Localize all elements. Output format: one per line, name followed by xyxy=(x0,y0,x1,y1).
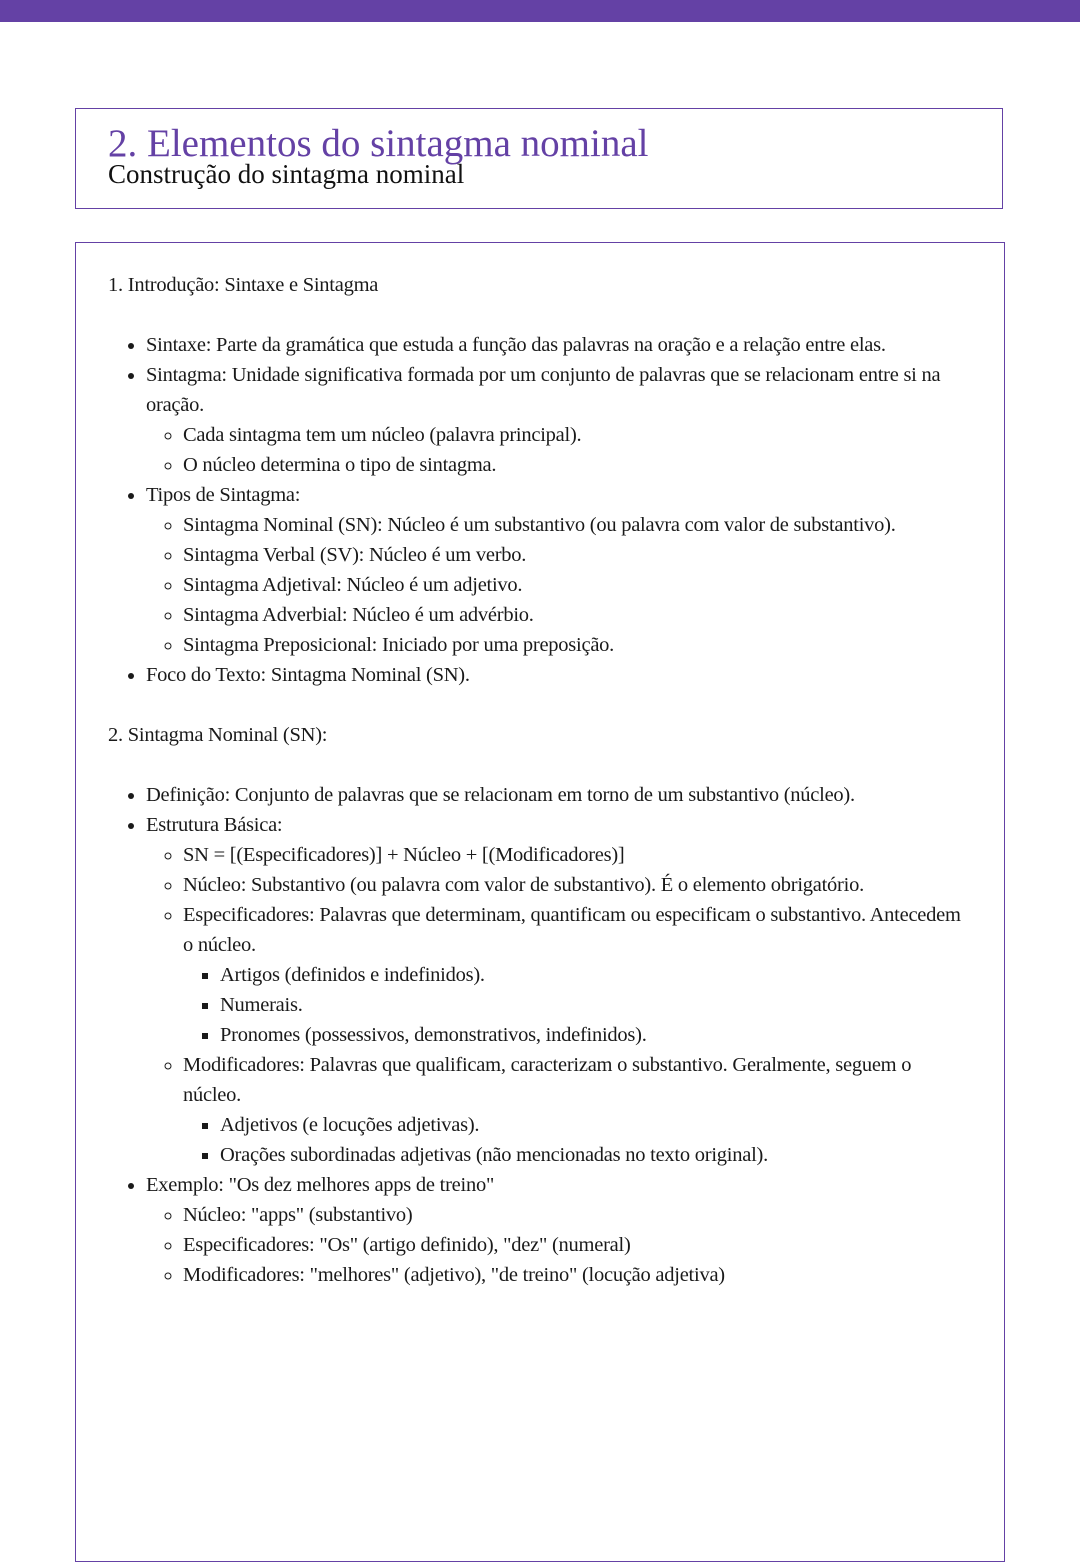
list-item xyxy=(183,900,968,1050)
list-item: ◦ Cada sintagma tem um núcleo (palavra principal). xyxy=(183,420,968,450)
section-list xyxy=(108,330,968,690)
list-item xyxy=(146,360,968,480)
list-item: ◦ Sintagma Adverbial: Núcleo é um advérbio. xyxy=(183,600,968,630)
list-item: ▪ Orações subordinadas adjetivas (não mencionadas no texto original). xyxy=(220,1140,968,1170)
section-heading: 2. Sintagma Nominal (SN): xyxy=(108,724,328,746)
list-item xyxy=(146,1170,968,1290)
page-subtitle: Construção do sintagma nominal xyxy=(108,159,465,189)
content-box xyxy=(75,242,1005,1562)
list-item: ▪ Numerais. xyxy=(220,990,968,1020)
list-item: ◦ Sintagma Preposicional: Iniciado por uma preposição. xyxy=(183,630,968,660)
list-item-text: Estrutura Básica: xyxy=(146,814,283,836)
list-item-text: Modificadores: Palavras que qualificam, caracterizam o substantivo. Geralmente, seguem o núcleo. xyxy=(183,1054,912,1106)
list-item: • Definição: Conjunto de palavras que se relacionam em torno de um substantivo (núcleo). xyxy=(146,780,968,810)
list-item: ◦ Modificadores: "melhores" (adjetivo), "de treino" (locução adjetiva) xyxy=(183,1260,968,1290)
top-accent-bar xyxy=(0,0,1080,22)
list-item-text: Tipos de Sintagma: xyxy=(146,484,301,506)
list-item: ◦ Sintagma Verbal (SV): Núcleo é um verbo. xyxy=(183,540,968,570)
list-item: ▪ Artigos (definidos e indefinidos). xyxy=(220,960,968,990)
list-item xyxy=(183,1050,968,1170)
list-item: ◦ SN = [(Especificadores)] + Núcleo + [(Modificadores)] xyxy=(183,840,968,870)
list-item: ◦ O núcleo determina o tipo de sintagma. xyxy=(183,450,968,480)
list-item-text: Especificadores: Palavras que determinam, quantificam ou especificam o substantivo. Antecedem o núcleo. xyxy=(183,904,961,956)
list-item: ◦ Especificadores: "Os" (artigo definido), "dez" (numeral) xyxy=(183,1230,968,1260)
list-item: ◦ Sintagma Nominal (SN): Núcleo é um substantivo (ou palavra com valor de substantivo). xyxy=(183,510,968,540)
section-list xyxy=(108,780,968,1290)
list-item: ◦ Núcleo: Substantivo (ou palavra com valor de substantivo). É o elemento obrigatório. xyxy=(183,870,968,900)
list-item: • Foco do Texto: Sintagma Nominal (SN). xyxy=(146,660,968,690)
list-item xyxy=(146,480,968,660)
page-title: 2. Elementos do sintagma nominal xyxy=(108,122,649,165)
list-item: ▪ Adjetivos (e locuções adjetivas). xyxy=(220,1110,968,1140)
list-item xyxy=(146,810,968,1170)
list-item: ▪ Pronomes (possessivos, demonstrativos, indefinidos). xyxy=(220,1020,968,1050)
section-heading: 1. Introdução: Sintaxe e Sintagma xyxy=(108,274,379,296)
list-item-text: Sintagma: Unidade significativa formada por um conjunto de palavras que se relacionam entre si na oração. xyxy=(146,364,941,416)
list-item-text: Exemplo: "Os dez melhores apps de treino" xyxy=(146,1174,495,1196)
header-box xyxy=(75,108,1003,209)
list-item: ◦ Núcleo: "apps" (substantivo) xyxy=(183,1200,968,1230)
list-item: ◦ Sintagma Adjetival: Núcleo é um adjetivo. xyxy=(183,570,968,600)
list-item: • Sintaxe: Parte da gramática que estuda a função das palavras na oração e a relação entre elas. xyxy=(146,330,968,360)
